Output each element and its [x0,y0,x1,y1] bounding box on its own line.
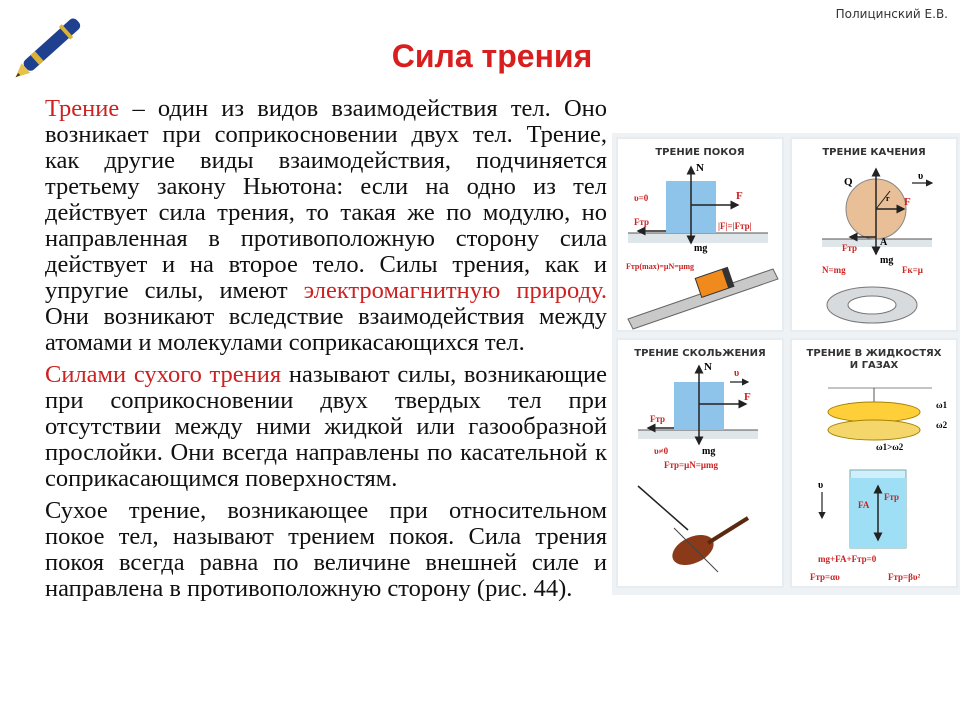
static-friction-diagram [618,139,786,334]
label-r: r [886,194,890,203]
rolling-friction-diagram [792,139,960,334]
panel-sliding-friction [616,338,784,588]
sliding-friction-diagram [618,340,786,590]
panel-title: ТРЕНИЕ СКОЛЬЖЕНИЯ [634,348,766,359]
fluid-friction-diagram [792,340,960,590]
label-a: A [880,237,888,248]
label-v: υ [918,171,924,182]
term-em-nature: электромагнитную природу. [303,277,607,304]
label-f2: Fтр=βυ² [888,572,921,582]
label-n: N [696,162,704,174]
paragraph-static-friction: Сухое трение, возникающее при относительном покое тел, называют трением покоя. Сила трения покоя всегда равна по величине внешней силе и направлена в противоположную сторону (рис. 44). [45,497,607,602]
label-n: N=mg [822,265,846,275]
label-f: F [736,190,743,202]
label-mg: mg [694,243,708,254]
panel-title: ТРЕНИЕ КАЧЕНИЯ [822,147,926,158]
label-eq: mg+FA+Fтр=0 [818,554,877,564]
paragraph-text: – один из видов взаимодействия тел. Оно возникает при соприкосновении двух тел. Трение, как другие виды взаимодействия, подчиняется третьему закону Ньютона: если на одно из тел действует сила трения, то такая же по модулю, но направленная в противоположную сторону сила действует и на второе тело. Силы трения, как и упругие силы, имеют [45,95,607,304]
label-w1: ω1 [936,400,948,410]
label-w2: ω2 [936,420,948,430]
label-fk: Fк=μ [902,265,923,275]
panel-rolling-friction [790,137,958,332]
label-v: υ=0 [634,193,649,203]
author-name: Полицинский Е.В. [835,7,948,21]
label-fmax: Fтр(max)=μN=μmg [626,262,694,271]
label-q: Q [844,176,853,188]
label-fa: FA [858,500,870,510]
label-v: υ [734,368,740,379]
term-friction: Трение [45,95,120,122]
label-v: υ [818,480,824,491]
main-text [45,96,607,608]
panel-title: ТРЕНИЕ ПОКОЯ [655,147,745,158]
label-v0: υ≠0 [654,446,669,456]
label-f: F [744,391,751,403]
label-f1: Fтр=αυ [810,572,840,582]
label-wcmp: ω1>ω2 [876,442,904,452]
label-mg: mg [702,446,716,457]
violin-icon [638,486,748,572]
panel-fluid-friction [790,338,958,588]
label-eq: |F|=|Fтр| [718,221,752,231]
paragraph-text: Они возникают вследствие взаимодействия между атомами и молекулами соприкасающихся тел. [45,303,607,356]
panel-static-friction [616,137,784,332]
paragraph-dry-friction [45,362,607,492]
label-ftr: Fтр [650,414,666,424]
label-fsl: Fтр=μN=μmg [664,460,718,470]
label-n: N [704,361,712,373]
label-ftr: Fтр [842,243,858,253]
label-f: F [904,196,911,208]
page-title: Сила трения [391,38,593,74]
paragraph-friction [45,96,607,356]
panel-title-line: И ГАЗАХ [849,360,899,371]
term-dry-friction: Силами сухого трения [45,361,282,388]
panel-title-line: ТРЕНИЕ В ЖИДКОСТЯХ [806,348,942,359]
label-mg: mg [880,255,894,266]
label-ftr: Fтр [634,217,650,227]
paragraph-text: называют силы, возникающие при соприкосновении двух твердых тел при отсутствии между ними жидкой или газообразной прослойки. Они всегда направлены по касательной к соприкасающимся поверхностям. [45,361,607,492]
label-ftr: Fтр [884,492,900,502]
